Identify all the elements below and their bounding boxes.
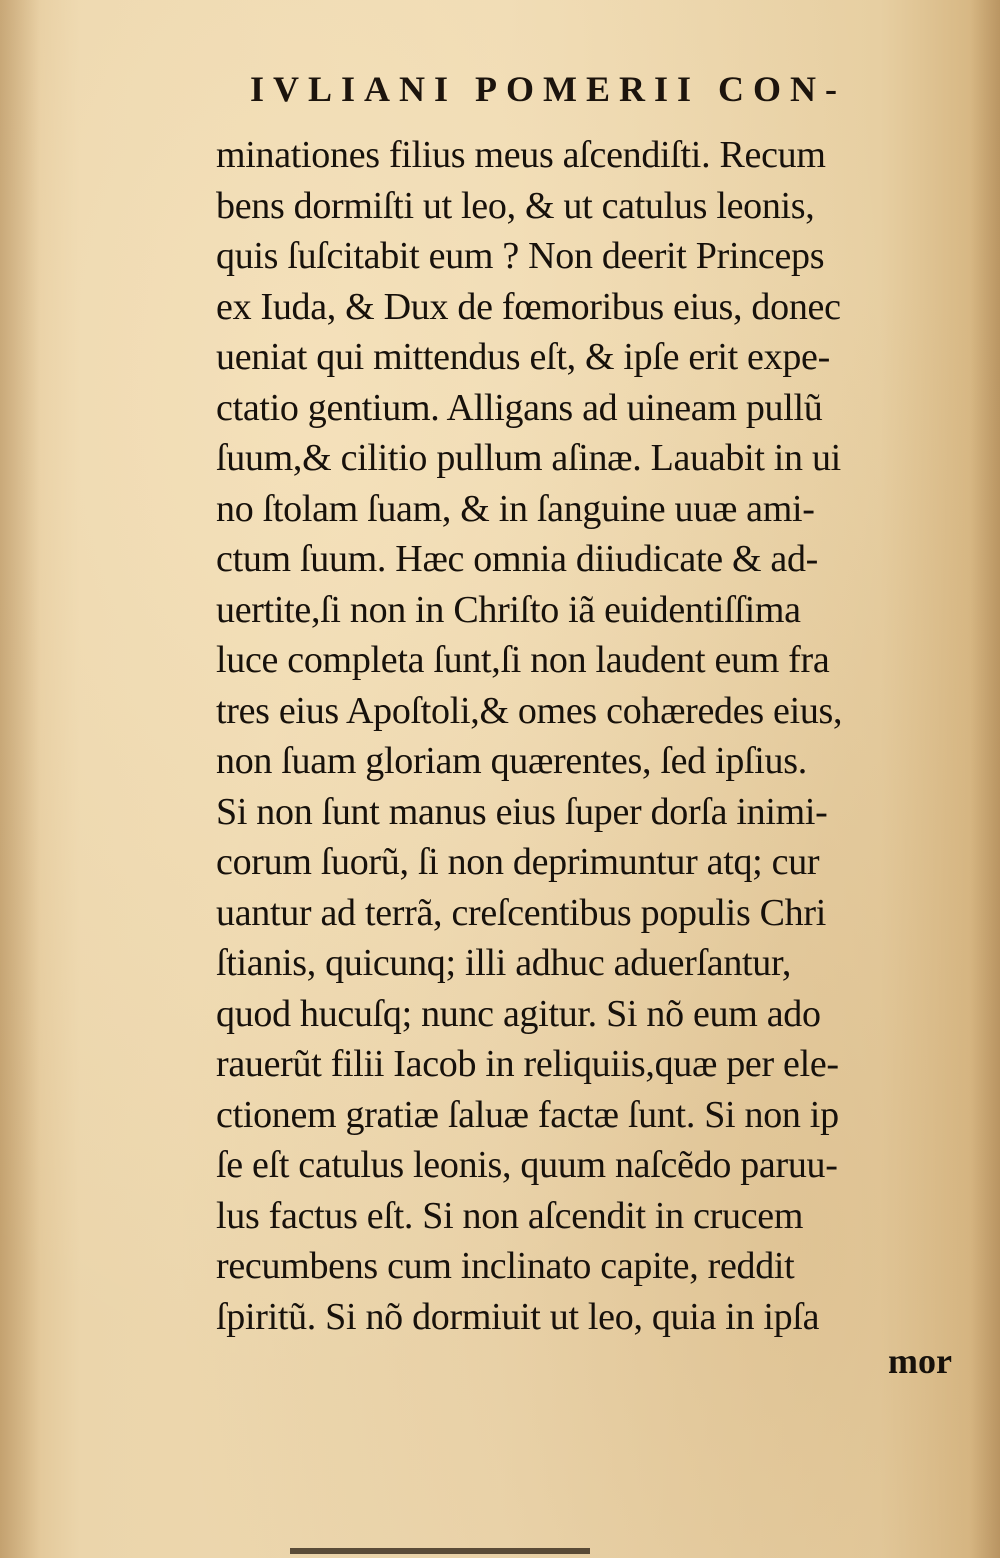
text-line: ctum ſuum. Hæc omnia diiudicate & ad-: [216, 538, 819, 580]
catchword: mor: [888, 1341, 952, 1381]
text-line: quis ſuſcitabit eum ? Non deerit Princeps: [216, 235, 825, 277]
text-line: rauerũt filii Iacob in reliquiis,quæ per ele-: [216, 1043, 839, 1085]
text-line: luce completa ſunt,ſi non laudent eum fra: [216, 639, 830, 681]
left-edge-shadow: [0, 0, 40, 1558]
text-line: ſpiritũ. Si nõ dormiuit ut leo, quia in ipſa: [216, 1295, 820, 1338]
text-line: corum ſuorũ, ſi non deprimuntur atq; cur: [216, 841, 820, 883]
text-line: lus factus eſt. Si non aſcendit in crucem: [216, 1194, 804, 1237]
bottom-edge-mark: [290, 1548, 590, 1554]
text-line: minationes filius meus aſcendiſti. Recum: [216, 134, 826, 176]
text-line: ueniat qui mittendus eſt, & ipſe erit expe-: [216, 336, 830, 378]
text-line: ctionem gratiæ ſaluæ factæ ſunt. Si non ip: [216, 1093, 839, 1136]
text-line: uantur ad terrã, creſcentibus populis Chri: [216, 891, 826, 934]
body-text: [216, 130, 976, 1342]
text-line: Si non ſunt manus eius ſuper dorſa inimi-: [216, 790, 828, 833]
text-line: ex Iuda, & Dux de fœmoribus eius, donec: [216, 285, 841, 328]
text-line: non ſuam gloriam quærentes, ſed ipſius.: [216, 740, 807, 782]
running-head: IVLIANI POMERII CON-: [250, 69, 847, 109]
text-line: uertite,ſi non in Chriſto iã euidentiſſima: [216, 588, 801, 631]
text-line: quod hucuſq; nunc agitur. Si nõ eum ado: [216, 992, 821, 1035]
text-line: recumbens cum inclinato capite, reddit: [216, 1245, 795, 1287]
text-line: ſuum,& cilitio pullum aſinæ. Lauabit in ui: [216, 437, 841, 479]
text-line: tres eius Apoſtoli,& omes cohæredes eius,: [216, 689, 843, 732]
text-line: bens dormiſti ut leo, & ut catulus leonis,: [216, 184, 815, 227]
text-line: no ſtolam ſuam, & in ſanguine uuæ ami-: [216, 487, 815, 530]
text-line: ſtianis, quicunq; illi adhuc aduerſantur,: [216, 942, 792, 984]
text-line: ſe eſt catulus leonis, quum naſcẽdo paruu-: [216, 1144, 838, 1186]
text-line: ctatio gentium. Alligans ad uineam pullũ: [216, 386, 823, 429]
